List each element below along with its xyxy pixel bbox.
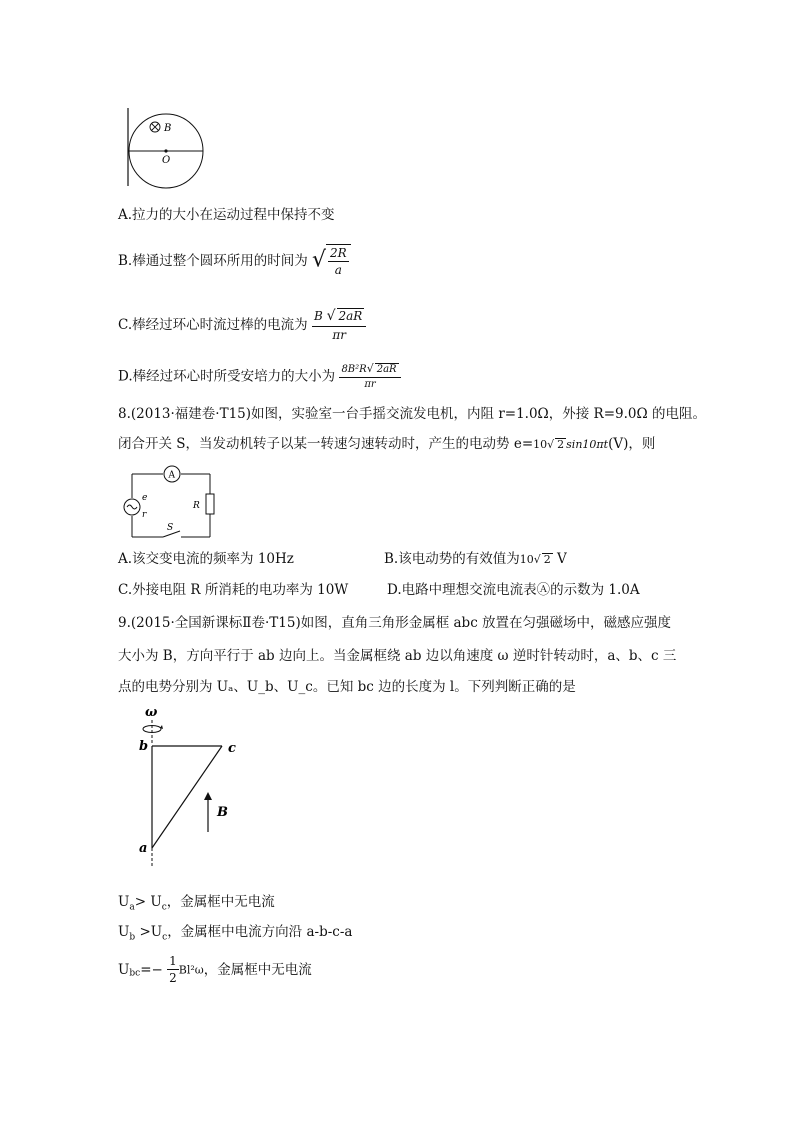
center-dot: [164, 149, 167, 152]
svg-text:A: A: [168, 470, 175, 481]
q9-stem-line1: 9.(2015·全国新课标Ⅱ卷·T15)如图，直角三角形金属框 abc 放置在匀强磁场中，磁感应强度: [118, 615, 672, 631]
svg-text:r: r: [142, 510, 147, 520]
circuit-diagram: [118, 462, 223, 542]
q8-option-a: A.该交变电流的频率为 10Hz: [118, 551, 294, 567]
svg-text:B: B: [217, 805, 228, 820]
q9-option-c: $U_{bc}=-$ $\frac{1}{2}$ Bl²ω，金属框中无电流: [118, 954, 312, 986]
resistor-icon: [206, 494, 214, 514]
q8-option-b: B.该电动势的有效值为10√ 2 V: [384, 551, 567, 567]
q7-option-d: D.棒经过环心时所受安培力的大小为 $\frac{\text{8B²R√ 2aR}}{\pi r}$: [118, 362, 401, 391]
q9-option-b: $U_b >U_c$，金属框中电流方向沿 a-b-c-a: [118, 924, 353, 943]
q8-stem-line2: 闭合开关 S，当发动机转子以某一转速匀速转动时，产生的电动势 e=10√ 2 sin10πt(V)，则: [118, 436, 656, 452]
omega-label: ω: [145, 705, 158, 720]
q8-option-d: D.电路中理想交流电流表Ⓐ的示数为 1.0A: [387, 582, 640, 598]
sqrt-sign: √: [312, 247, 327, 273]
q7-option-c: C.棒经过环心时流过棒的电流为 $\frac{B √ 2aR}{\pi r}$: [118, 308, 366, 342]
field-label: B: [164, 123, 172, 134]
q9-option-a: $U_a> U_c$，金属框中无电流: [118, 894, 275, 913]
q9-stem-line2: 大小为 B，方向平行于 ab 边向上。当金属框绕 ab 边以角速度 ω 逆时针转动时，a、b、c 三: [118, 648, 677, 664]
triangle-frame-figure: [133, 700, 253, 872]
q7-option-a: A.拉力的大小在运动过程中保持不变: [118, 207, 335, 223]
edge-ac: [152, 746, 222, 848]
svg-text:e: e: [142, 493, 148, 503]
svg-text:a: a: [139, 841, 148, 856]
q7-option-b: B.棒通过整个圆环所用的时间为 √ $\frac{2R}{a}$: [118, 244, 351, 278]
q7-b-fraction: $\frac{2R}{a}$: [326, 244, 351, 278]
svg-text:c: c: [228, 741, 236, 756]
q7-c-fraction: $\frac{B √ 2aR}{\pi r}$: [312, 308, 366, 342]
q7-d-fraction: $\frac{\text{8B²R√ 2aR}}{\pi r}$: [339, 362, 400, 391]
svg-text:S: S: [167, 523, 174, 533]
svg-text:b: b: [139, 739, 149, 754]
q9-c-fraction: $\frac{1}{2}$: [169, 954, 177, 986]
center-label: O: [162, 155, 171, 166]
ring-figure: [118, 100, 218, 192]
svg-text:R: R: [193, 501, 200, 511]
q9-stem-line3: 点的电势分别为 Uₐ、U_b、U_c。已知 bc 边的长度为 l。下列判断正确的是: [118, 679, 576, 695]
q8-option-c: C.外接电阻 R 所消耗的电功率为 10W: [118, 582, 349, 598]
q8-stem-line1: 8.(2013·福建卷·T15)如图，实验室一台手摇交流发电机，内阻 r=1.0Ω，外接 R=9.0Ω 的电阻。: [118, 406, 706, 422]
